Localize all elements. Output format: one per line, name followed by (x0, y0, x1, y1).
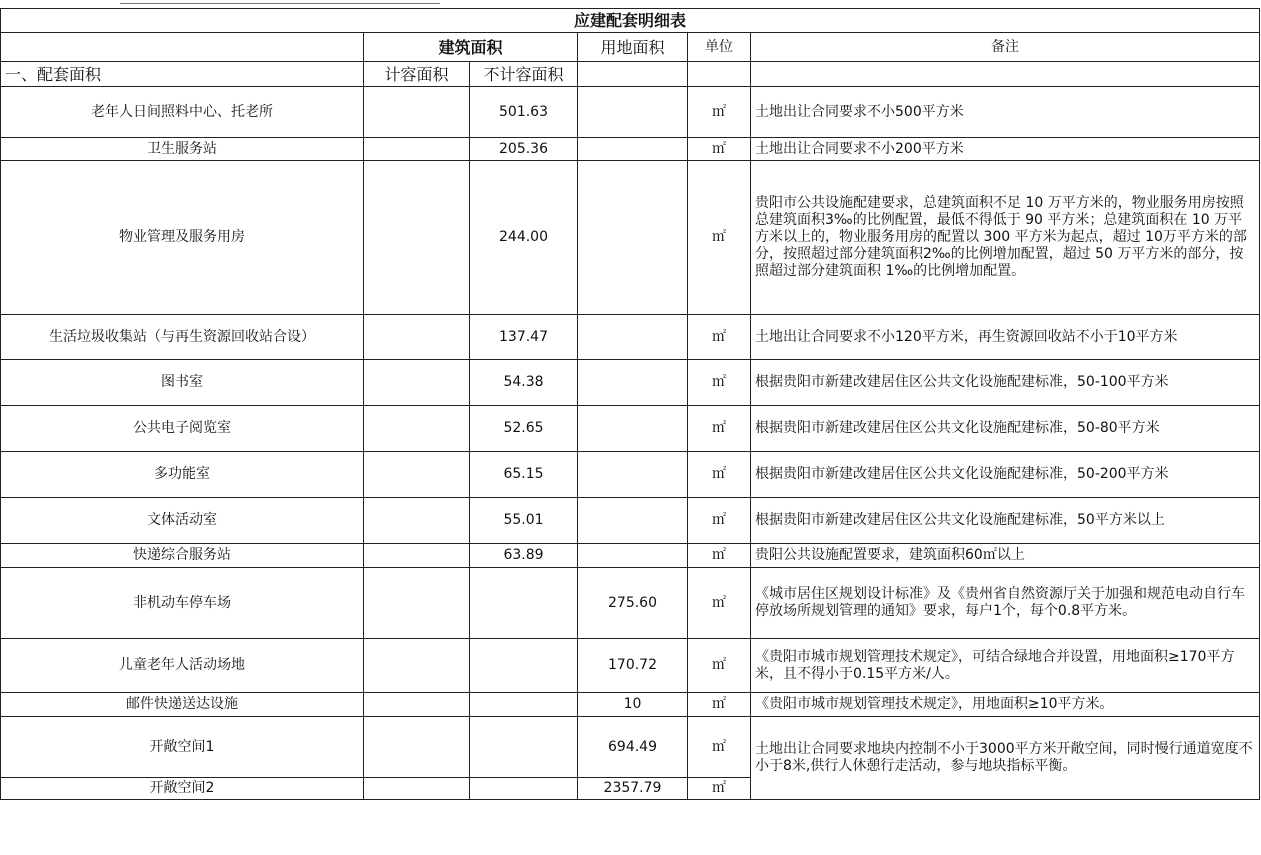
row-land-area (578, 406, 688, 452)
row-far-area (364, 778, 470, 800)
row-far-area (364, 693, 470, 717)
row-name: 物业管理及服务用房 (1, 161, 364, 315)
top-divider (120, 3, 440, 4)
table-row (1, 138, 1260, 161)
row-note: 《城市居住区规划设计标准》及《贵州省自然资源厅关于加强和规范电动自行车停放场所规划管理的通知》要求，每户1个，每个0.8平方米。 (751, 568, 1260, 639)
row-land-area (578, 161, 688, 315)
row-name: 非机动车停车场 (1, 568, 364, 639)
row-unit: ㎡ (688, 693, 751, 717)
table-row (1, 693, 1260, 717)
row-land-area: 10 (578, 693, 688, 717)
row-non-far-area: 65.15 (470, 452, 578, 498)
row-non-far-area (470, 568, 578, 639)
table-row (1, 544, 1260, 568)
row-unit: ㎡ (688, 568, 751, 639)
row-non-far-area: 501.63 (470, 87, 578, 138)
row-far-area (364, 639, 470, 693)
row-unit: ㎡ (688, 717, 751, 778)
row-far-area (364, 315, 470, 360)
row-land-area: 694.49 (578, 717, 688, 778)
row-land-area (578, 498, 688, 544)
table-row (1, 315, 1260, 360)
header-building-area: 建筑面积 (364, 33, 578, 62)
row-note: 土地出让合同要求不小500平方米 (751, 87, 1260, 138)
table-title: 应建配套明细表 (1, 9, 1260, 33)
row-unit: ㎡ (688, 406, 751, 452)
allocation-table (0, 8, 1260, 800)
table-row (1, 87, 1260, 138)
row-unit: ㎡ (688, 452, 751, 498)
header-non-far-area: 不计容面积 (470, 62, 578, 87)
row-unit: ㎡ (688, 138, 751, 161)
row-far-area (364, 360, 470, 406)
row-non-far-area: 244.00 (470, 161, 578, 315)
row-name: 公共电子阅览室 (1, 406, 364, 452)
table-row (1, 452, 1260, 498)
table-row (1, 639, 1260, 693)
row-unit: ㎡ (688, 639, 751, 693)
table-row (1, 161, 1260, 315)
row-note: 贵阳公共设施配置要求，建筑面积60㎡以上 (751, 544, 1260, 568)
row-land-area (578, 87, 688, 138)
row-non-far-area (470, 693, 578, 717)
header-blank (1, 33, 364, 62)
row-name: 图书室 (1, 360, 364, 406)
row-note: 《贵阳市城市规划管理技术规定》，可结合绿地合并设置，用地面积≥170平方米，且不得小于0.15平方米/人。 (751, 639, 1260, 693)
row-note: 根据贵阳市新建改建居住区公共文化设施配建标准，50平方米以上 (751, 498, 1260, 544)
row-name: 儿童老年人活动场地 (1, 639, 364, 693)
row-name: 邮件快递送达设施 (1, 693, 364, 717)
row-name: 多功能室 (1, 452, 364, 498)
row-far-area (364, 717, 470, 778)
row-name: 生活垃圾收集站（与再生资源回收站合设） (1, 315, 364, 360)
row-far-area (364, 544, 470, 568)
subheader-blank (688, 62, 751, 87)
row-note: 土地出让合同要求地块内控制不小于3000平方米开敞空间，同时慢行通道宽度不小于8米,供行人休憩行走活动，参与地块指标平衡。 (751, 717, 1260, 800)
row-land-area: 275.60 (578, 568, 688, 639)
table-row (1, 717, 1260, 778)
row-far-area (364, 161, 470, 315)
row-non-far-area: 137.47 (470, 315, 578, 360)
row-far-area (364, 452, 470, 498)
table-row (1, 498, 1260, 544)
row-far-area (364, 498, 470, 544)
row-unit: ㎡ (688, 161, 751, 315)
row-note: 土地出让合同要求不小200平方米 (751, 138, 1260, 161)
table-row (1, 360, 1260, 406)
row-non-far-area (470, 778, 578, 800)
header-row (1, 33, 1260, 62)
row-unit: ㎡ (688, 315, 751, 360)
row-land-area (578, 138, 688, 161)
row-name: 开敞空间2 (1, 778, 364, 800)
row-note: 根据贵阳市新建改建居住区公共文化设施配建标准，50-200平方米 (751, 452, 1260, 498)
row-far-area (364, 87, 470, 138)
row-unit: ㎡ (688, 544, 751, 568)
row-land-area: 2357.79 (578, 778, 688, 800)
row-land-area (578, 452, 688, 498)
row-non-far-area: 52.65 (470, 406, 578, 452)
top-strip (0, 0, 1261, 8)
subheader-blank (578, 62, 688, 87)
header-unit: 单位 (688, 33, 751, 62)
row-non-far-area: 63.89 (470, 544, 578, 568)
row-name: 卫生服务站 (1, 138, 364, 161)
row-unit: ㎡ (688, 778, 751, 800)
row-non-far-area (470, 639, 578, 693)
row-land-area (578, 315, 688, 360)
row-unit: ㎡ (688, 87, 751, 138)
title-row (1, 9, 1260, 33)
row-non-far-area (470, 717, 578, 778)
table-row (1, 568, 1260, 639)
row-far-area (364, 406, 470, 452)
row-far-area (364, 138, 470, 161)
row-far-area (364, 568, 470, 639)
row-land-area: 170.72 (578, 639, 688, 693)
subheader-blank (751, 62, 1260, 87)
row-note: 根据贵阳市新建改建居住区公共文化设施配建标准，50-80平方米 (751, 406, 1260, 452)
row-note: 根据贵阳市新建改建居住区公共文化设施配建标准，50-100平方米 (751, 360, 1260, 406)
row-note: 贵阳市公共设施配建要求，总建筑面积不足 10 万平方米的，物业服务用房按照总建筑面积3‰的比例配置，最低不得低于 90 平方米；总建筑面积在 10 万平方米以上的，物业服务用房的配置以 300 平方米为起点，超过 10万平方米的部分，按照超过部分建筑面积2‰的比例增加配置，超过 50 万平方米的部分，按照超过部分建筑面积 1‰的比例增加配置。 (751, 161, 1260, 315)
row-unit: ㎡ (688, 498, 751, 544)
row-non-far-area: 54.38 (470, 360, 578, 406)
header-note: 备注 (751, 33, 1260, 62)
row-note: 土地出让合同要求不小120平方米，再生资源回收站不小于10平方米 (751, 315, 1260, 360)
subheader-row (1, 62, 1260, 87)
row-name: 老年人日间照料中心、托老所 (1, 87, 364, 138)
row-land-area (578, 360, 688, 406)
header-land-area: 用地面积 (578, 33, 688, 62)
row-non-far-area: 55.01 (470, 498, 578, 544)
row-note: 《贵阳市城市规划管理技术规定》，用地面积≥10平方米。 (751, 693, 1260, 717)
row-name: 快递综合服务站 (1, 544, 364, 568)
table-row (1, 406, 1260, 452)
row-name: 开敞空间1 (1, 717, 364, 778)
header-far-area: 计容面积 (364, 62, 470, 87)
row-unit: ㎡ (688, 360, 751, 406)
section-label: 一、配套面积 (1, 62, 364, 87)
row-land-area (578, 544, 688, 568)
row-name: 文体活动室 (1, 498, 364, 544)
row-non-far-area: 205.36 (470, 138, 578, 161)
